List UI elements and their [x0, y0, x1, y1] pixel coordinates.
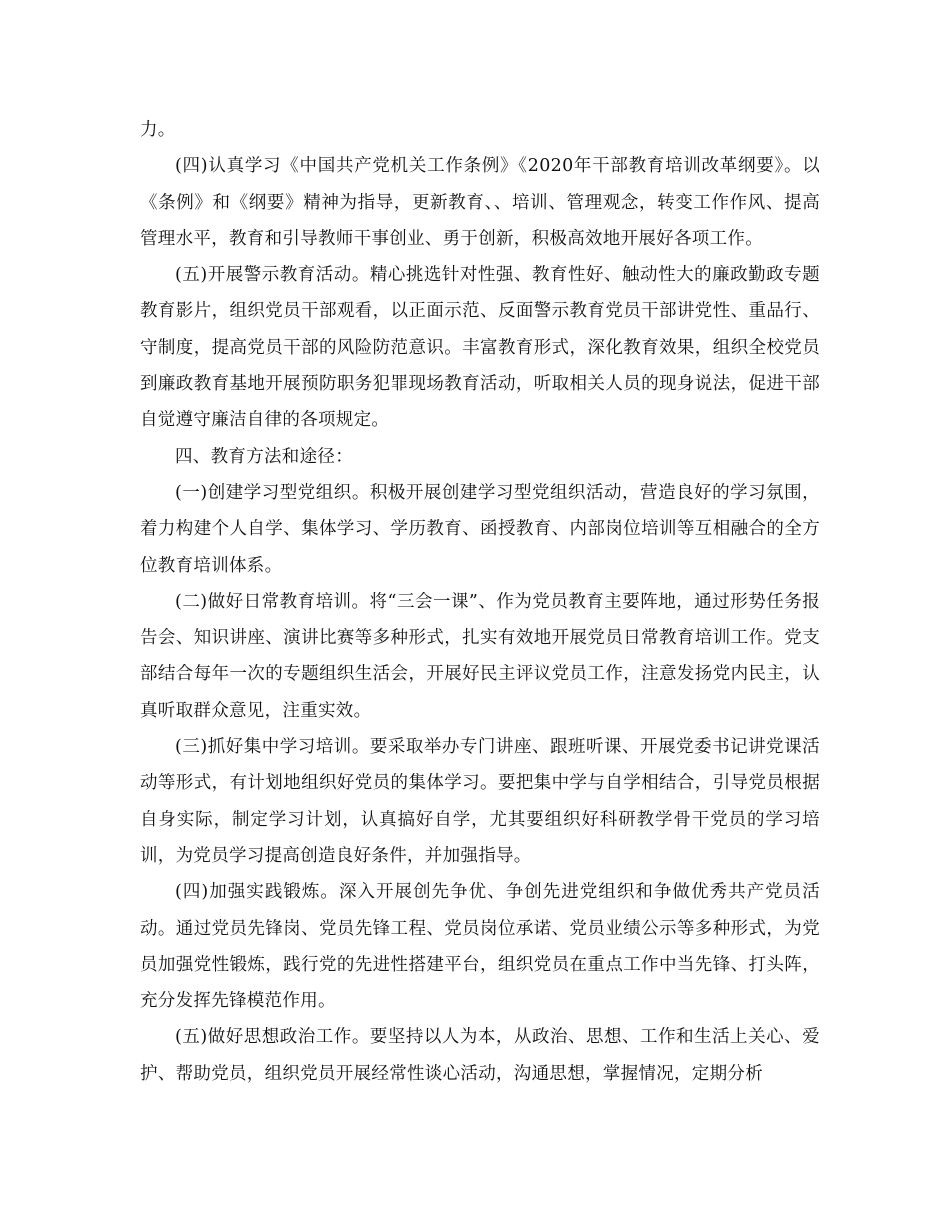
paragraph-ideological-work: (五)做好思想政治工作。要坚持以人为本，从政治、思想、工作和生活上关心、爱护、帮助党员，组织党员开展经常性谈心活动，沟通思想，掌握情况，定期分析 [140, 1027, 820, 1084]
paragraph-learning-organization: (一)创建学习型党组织。积极开展创建学习型党组织活动，营造良好的学习氛围，着力构建个人自学、集体学习、学历教育、函授教育、内部岗位培训等互相融合的全方位教育培训体系。 [140, 482, 820, 576]
paragraph-daily-training: (二)做好日常教育培训。将“三会一课”、作为党员教育主要阵地，通过形势任务报告会、知识讲座、演讲比赛等多种形式，扎实有效地开展党员日常教育培训工作。党支部结合每年一次的专题组织生活会，开展好民主评议党员工作，注意发扬党内民主，认真听取群众意见，注重实效。 [140, 591, 820, 721]
section-heading-methods: 四、教育方法和途径： [175, 446, 353, 467]
paragraph-centralized-training: (三)抓好集中学习培训。要采取举办专门讲座、跟班听课、开展党委书记讲党课活动等形式，有计划地组织好党员的集体学习。要把集中学与自学相结合，引导党员根据自身实际，制定学习计划，认真搞好自学，尤其要组织好科研教学骨干党员的学习培训，为党员学习提高创造良好条件，并加强指导。 [140, 737, 820, 866]
paragraph-warning-education: (五)开展警示教育活动。精心挑选针对性强、教育性好、触动性大的廉政勤政专题教育影片，组织党员干部观看，以正面示范、反面警示教育党员干部讲党性、重品行、守制度，提高党员干部的风险防范意识。丰富教育形式，深化教育效果，组织全校党员到廉政教育基地开展预防职务犯罪现场教育活动，听取相关人员的现身说法，促进干部自觉遵守廉洁自律的各项规定。 [140, 265, 820, 431]
document-body [140, 112, 820, 1092]
paragraph-continuation: 力。 [140, 120, 176, 140]
paragraph-study-regulations: (四)认真学习《中国共产党机关工作条例》《2020年干部教育培训改革纲要》。以《条例》和《纲要》精神为指导，更新教育、、培训、管理观念，转变工作作风、提高管理水平，教育和引导教师干事创业、勇于创新，积极高效地开展好各项工作。 [140, 156, 820, 249]
paragraph-practice: (四)加强实践锻炼。深入开展创先争优、争创先进党组织和争做优秀共产党员活动。通过党员先锋岗、党员先锋工程、党员岗位承诺、党员业绩公示等多种形式，为党员加强党性锻炼，践行党的先进性搭建平台，组织党员在重点工作中当先锋、打头阵，充分发挥先锋模范作用。 [140, 882, 820, 1012]
